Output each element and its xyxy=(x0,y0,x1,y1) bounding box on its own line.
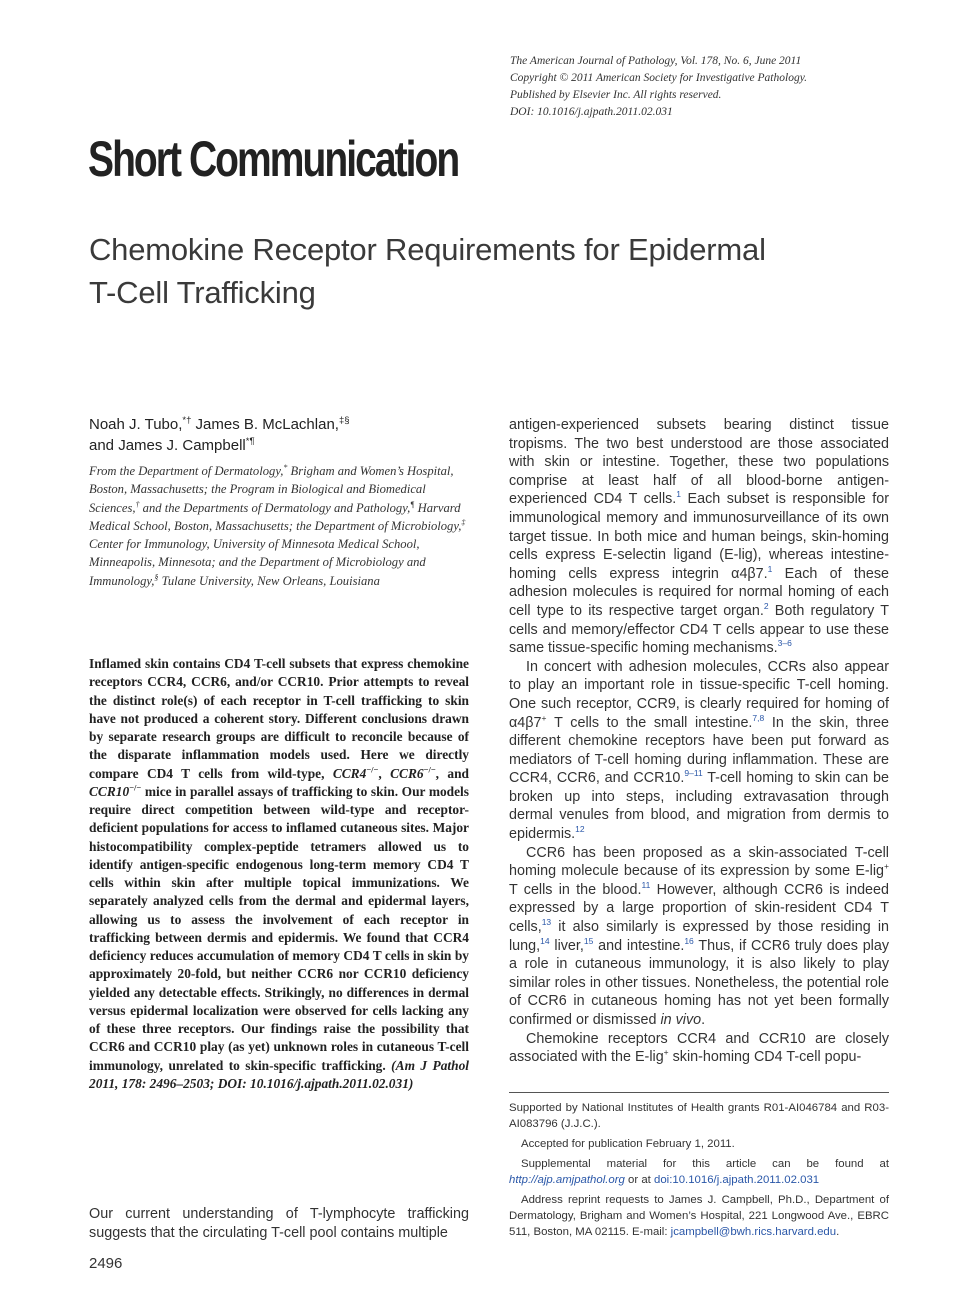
reference-link[interactable]: 15 xyxy=(583,935,594,946)
reference-link[interactable]: 14 xyxy=(540,935,550,946)
body-text: However, although CCR6 is indeed expressed by a large proportion of skin-resident CD4 T cells, xyxy=(509,881,889,936)
article-title xyxy=(89,228,889,314)
affiliation-text: and the Departments of Dermatology and Pathology, xyxy=(139,500,411,515)
journal-url-link[interactable]: http://ajp.amjpathol.org xyxy=(509,1174,625,1186)
reference-link[interactable]: 16 xyxy=(684,935,694,946)
affiliation-mark: † xyxy=(135,499,140,509)
footnote-text: . xyxy=(836,1226,840,1238)
journal-citation-line: The American Journal of Pathology, Vol. 178, No. 6, June 2011 xyxy=(510,55,802,67)
body-paragraph xyxy=(509,1030,889,1067)
affiliations xyxy=(89,462,469,590)
reference-link[interactable]: 7,8 xyxy=(752,712,765,723)
gene-ccr10: CCR10 xyxy=(89,783,130,799)
author-marks: *¶ xyxy=(245,436,255,447)
author-marks: *† xyxy=(182,415,192,426)
reprint-note xyxy=(509,1192,889,1240)
supplemental-note xyxy=(509,1156,889,1188)
author-campbell: and James J. Campbell xyxy=(89,437,246,454)
gene-ccr4: CCR4 xyxy=(332,765,367,781)
positive-mark: + xyxy=(541,712,547,723)
footnote-text: or at xyxy=(624,1174,655,1186)
footnote-text: Supplemental material for this article can be found at xyxy=(521,1158,889,1170)
affiliation-text: Brigham and Women’s Hospital, Boston, Massachusetts; the Program in Biological and Biomedical Sciences, xyxy=(89,464,454,515)
body-text: T-cell homing to skin can be broken up into steps, including extravasation through dermal venules from blood, and migration from dermis to epidermis. xyxy=(509,770,889,843)
doi-line: DOI: 10.1016/j.ajpath.2011.02.031 xyxy=(510,106,673,118)
body-text: Chemokine receptors CCR4 and CCR10 are closely associated with the E-lig xyxy=(509,1030,889,1066)
body-column xyxy=(509,416,889,1067)
body-text: liver, xyxy=(549,937,584,954)
body-text: T cells in the blood. xyxy=(509,881,642,898)
reference-link[interactable]: 9–11 xyxy=(684,768,703,779)
footnote-divider xyxy=(509,1092,889,1093)
reference-link[interactable]: 11 xyxy=(641,880,651,891)
body-text: In concert with adhesion molecules, CCRs also appear to play an important role in tissue-specific T-cell homing. One such receptor, CCR9, is clearly required for homing of α4β7 xyxy=(509,658,889,731)
knockout-mark: −/− xyxy=(366,764,379,775)
body-text: T cells to the small intestine. xyxy=(546,714,753,731)
affiliation-text: Tulane University, New Orleans, Louisiana xyxy=(158,573,380,588)
affiliation-mark: * xyxy=(283,462,288,472)
journal-info xyxy=(510,53,950,121)
body-paragraph xyxy=(509,658,889,844)
body-text: Both regulatory T cells and memory/effector CD4 T cells appear to use these same tissue-specific homing mechanisms. xyxy=(509,602,890,657)
affiliation-text: Harvard Medical School, Boston, Massachusetts; the Department of Microbiology, xyxy=(89,500,462,533)
affiliation-mark: ¶ xyxy=(410,499,415,509)
abstract xyxy=(89,655,469,1093)
affiliation-mark: ‡ xyxy=(461,517,466,527)
body-text: Each of these adhesion molecules is required for normal homing of each cell type to its respective target organ. xyxy=(509,565,890,619)
body-text: it also similarly is expressed by those residing in lung, xyxy=(509,919,889,954)
affiliation-text: Center for Immunology, University of Minnesota Medical School, Minneapolis, Minnesota; and the Department of Microbiology and Immunology, xyxy=(89,537,426,588)
author-marks: ‡§ xyxy=(338,415,350,426)
reference-link[interactable]: 1 xyxy=(676,489,682,500)
abstract-text: , xyxy=(378,765,391,781)
footnotes xyxy=(509,1100,889,1244)
body-text: Thus, if CCR6 truly does play a role in cutaneous immunology, it is also likely to play similar roles in other tissues. Nonetheless, the potential role of CCR6 in cutaneous homing has not yet been formally confirmed or dismissed xyxy=(509,937,890,1028)
body-text-italic: in vivo xyxy=(660,1012,702,1028)
body-text: CCR6 has been proposed as a skin-associated T-cell homing molecule because of its expression by some E-lig xyxy=(509,844,889,880)
reference-link[interactable]: 2 xyxy=(763,601,769,612)
author-tubo: Noah J. Tubo, xyxy=(89,416,183,433)
footnote-text: Address reprint requests to James J. Campbell, Ph.D., Department of Dermatology, Brigham and Women’s Hospital, 221 Longwood Ave., EBRC 511, Boston, MA 02115. E-mail: xyxy=(509,1194,889,1238)
copyright-line: Copyright © 2011 American Society for Investigative Pathology. xyxy=(510,72,808,84)
knockout-mark: −/− xyxy=(423,764,436,775)
publisher-line: Published by Elsevier Inc. All rights reserved. xyxy=(510,89,722,101)
page-number: 2496 xyxy=(89,1255,123,1272)
abstract-text: Inflamed skin contains CD4 T-cell subsets that express chemokine receptors CCR4, CCR6, and/or CCR10. Prior attempts to reveal the distinct role(s) of each receptor in T-cell trafficking to skin have not produced a coherent story. Different conclusions drawn by separate research groups are difficult to reconcile because of the disparate inflammation models used. Here we directly compare CD4 T cells from wild-type, xyxy=(89,656,469,781)
accepted-note: Accepted for publication February 1, 2011. xyxy=(521,1138,735,1150)
title-line-2: T-Cell Trafficking xyxy=(89,275,316,310)
body-text: . xyxy=(701,1012,706,1028)
doi-link[interactable]: doi:10.1016/j.ajpath.2011.02.031 xyxy=(654,1174,820,1186)
reference-link[interactable]: 12 xyxy=(575,824,585,835)
introduction-start: Our current understanding of T-lymphocyte trafficking suggests that the circulating T-cell pool contains multiple xyxy=(89,1206,469,1241)
body-text: In the skin, three different chemokine receptors have been put forward as mediators of T-cell homing during inflammation. These are CCR4, CCR6, and CCR10. xyxy=(509,714,889,787)
reference-link[interactable]: 1 xyxy=(767,563,773,574)
title-line-1: Chemokine Receptor Requirements for Epidermal xyxy=(89,232,766,267)
email-link[interactable]: jcampbell@bwh.rics.harvard.edu xyxy=(670,1226,837,1238)
affiliation-mark: § xyxy=(154,572,159,582)
body-text: and intestine. xyxy=(593,937,685,954)
abstract-text: mice in parallel assays of trafficking to skin. Our models require direct competition between wild-type and receptor-deficient populations for access to inflamed cutaneous sites. Major histocompatibility complex-peptide tetramers allowed us to identify antigen-specific endogenous long-term memory CD4 T cells within skin after multiple topical immunizations. We separately analyzed cells from the dermal and epidermal layers, allowing us to assess the involvement of each receptor in trafficking between dermis and epidermis. We found that CCR4 deficiency reduces accumulation of memory CD4 T cells in skin by approximately 20-fold, but neither CCR6 nor CCR10 deficiency yielded any detectable effects. Strikingly, no differences in dermal versus epidermal localization were observed for cells lacking any of these three receptors. Our findings raise the possibility that CCR6 and CCR10 play (as yet) unknown roles in cutaneous T-cell immunology, unrelated to skin-specific trafficking. xyxy=(89,783,469,1073)
abstract-text: , and xyxy=(435,765,469,781)
body-paragraph xyxy=(509,416,889,658)
positive-mark: + xyxy=(663,1047,669,1058)
positive-mark: + xyxy=(884,861,889,872)
body-text: skin-homing CD4 T-cell popu- xyxy=(668,1049,862,1066)
body-text: antigen-experienced subsets bearing distinct tissue tropisms. The two best understood are those associated with skin or intestine. Together, these two populations comprise at least half of all blood-borne antigen-experienced CD4 T cells. xyxy=(509,417,889,508)
funding-note: Supported by National Institutes of Health grants R01-AI046784 and R03-AI083796 (J.J.C.). xyxy=(509,1102,889,1130)
abstract-citation: (Am J Pathol 2011, 178: 2496–2503; DOI: 10.1016/j.ajpath.2011.02.031) xyxy=(89,1057,469,1091)
body-text: Each subset is responsible for immunological memory and immunosurveillance of its own target tissue. In both mice and human beings, skin-homing cells express E-selectin ligand (E-lig), whereas intestine-homing cells express integrin α4β7. xyxy=(509,491,889,582)
reference-link[interactable]: 3–6 xyxy=(777,638,792,649)
gene-ccr6: CCR6 xyxy=(390,765,424,781)
knockout-mark: −/− xyxy=(129,782,142,793)
body-paragraph xyxy=(509,844,889,1030)
section-label: Short Communication xyxy=(88,131,459,187)
author-mclachlan: James B. McLachlan, xyxy=(191,416,339,433)
affiliation-text: From the Department of Dermatology, xyxy=(89,464,284,478)
author-list xyxy=(89,414,479,456)
reference-link[interactable]: 13 xyxy=(541,917,552,928)
